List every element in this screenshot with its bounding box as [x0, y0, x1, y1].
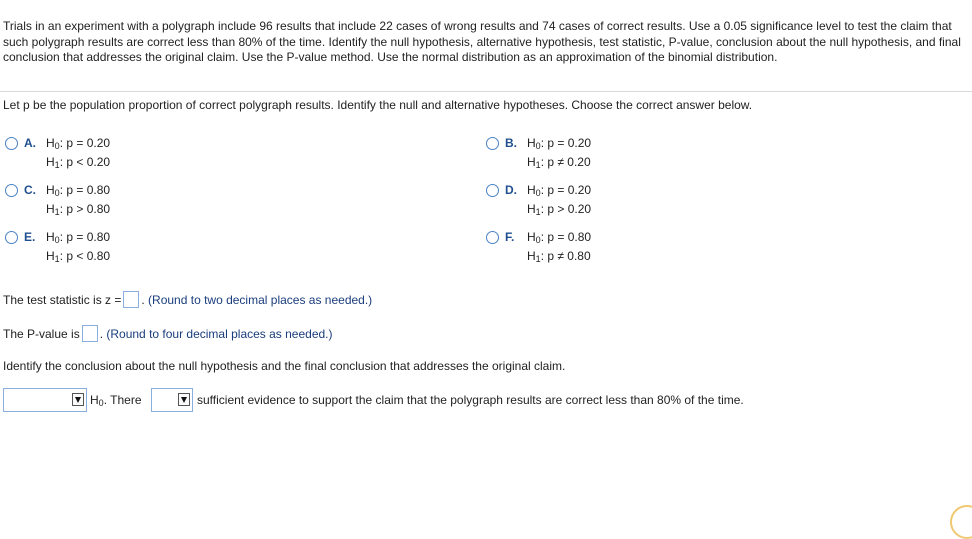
option-e-h0: $H_0$: p = 0.80 [46, 230, 111, 245]
option-d-radio[interactable] [486, 184, 499, 197]
option-c-letter: C. [24, 183, 36, 197]
pvalue-row: The P-value is . (Round to four decimal places as needed.) [3, 327, 333, 341]
option-e-radio[interactable] [5, 231, 18, 244]
option-a-h1: $H_1$: p < 0.20 [46, 155, 111, 170]
chevron-down-icon[interactable] [72, 393, 84, 406]
hypotheses-prompt: Let p be the population proportion of correct polygraph results. Identify the null and alternative hypotheses. Choose the correct answer below. [3, 98, 753, 112]
option-f-letter: F. [505, 230, 515, 244]
evidence-dropdown[interactable] [151, 388, 193, 412]
option-c-h1: $H_1$: p > 0.80 [46, 202, 111, 217]
option-c-h0: $H_0$: p = 0.80 [46, 183, 111, 198]
option-a-h0: $H_0$: p = 0.20 [46, 136, 111, 151]
option-b-radio[interactable] [486, 137, 499, 150]
option-d-letter: D. [505, 183, 517, 197]
pvalue-label: The P-value is [3, 327, 80, 341]
null-decision-dropdown[interactable] [3, 388, 87, 412]
option-d-h1: $H_1$: p > 0.20 [527, 202, 592, 217]
option-b-h1: $H_1$: p ≠ 0.20 [527, 155, 591, 170]
option-a-letter: A. [24, 136, 36, 150]
divider [0, 91, 972, 92]
test-statistic-label: The test statistic is z = [3, 293, 122, 307]
help-bubble-icon[interactable] [950, 505, 972, 539]
option-f-h0: $H_0$: p = 0.80 [527, 230, 592, 245]
pvalue-hint: (Round to four decimal places as needed.) [106, 327, 333, 341]
option-d-h0: $H_0$: p = 0.20 [527, 183, 592, 198]
null-decision-text: $H_0$. There [90, 393, 142, 408]
pvalue-input[interactable] [82, 325, 98, 342]
option-e-h1: $H_1$: p < 0.80 [46, 249, 111, 264]
chevron-down-icon[interactable] [178, 393, 190, 406]
problem-statement: Trials in an experiment with a polygraph include 96 results that include 22 cases of wrong results and 74 cases of correct results. Use a 0.05 significance level to test the claim that such polygraph results are correct less than 80% of the time. Identify the null hypothesis, alternative hypothesis, test statistic, P-value, conclusion about the null hypothesis, and final conclusion that addresses the original claim. Use the P-value method. Use the normal distribution as an approximation of the binomial distribution. [3, 19, 961, 64]
option-b-letter: B. [505, 136, 517, 150]
option-a-radio[interactable] [5, 137, 18, 150]
option-b-h0: $H_0$: p = 0.20 [527, 136, 592, 151]
conclusion-tail: sufficient evidence to support the claim that the polygraph results are correct less than 80% of the time. [197, 393, 744, 407]
conclusion-prompt: Identify the conclusion about the null hypothesis and the final conclusion that addresses the original claim. [3, 359, 566, 373]
test-statistic-row: The test statistic is z = . (Round to two decimal places as needed.) [3, 293, 373, 307]
test-statistic-hint: (Round to two decimal places as needed.) [148, 293, 373, 307]
option-c-radio[interactable] [5, 184, 18, 197]
option-e-letter: E. [24, 230, 36, 244]
test-statistic-input[interactable] [123, 291, 139, 308]
option-f-h1: $H_1$: p ≠ 0.80 [527, 249, 591, 264]
option-f-radio[interactable] [486, 231, 499, 244]
